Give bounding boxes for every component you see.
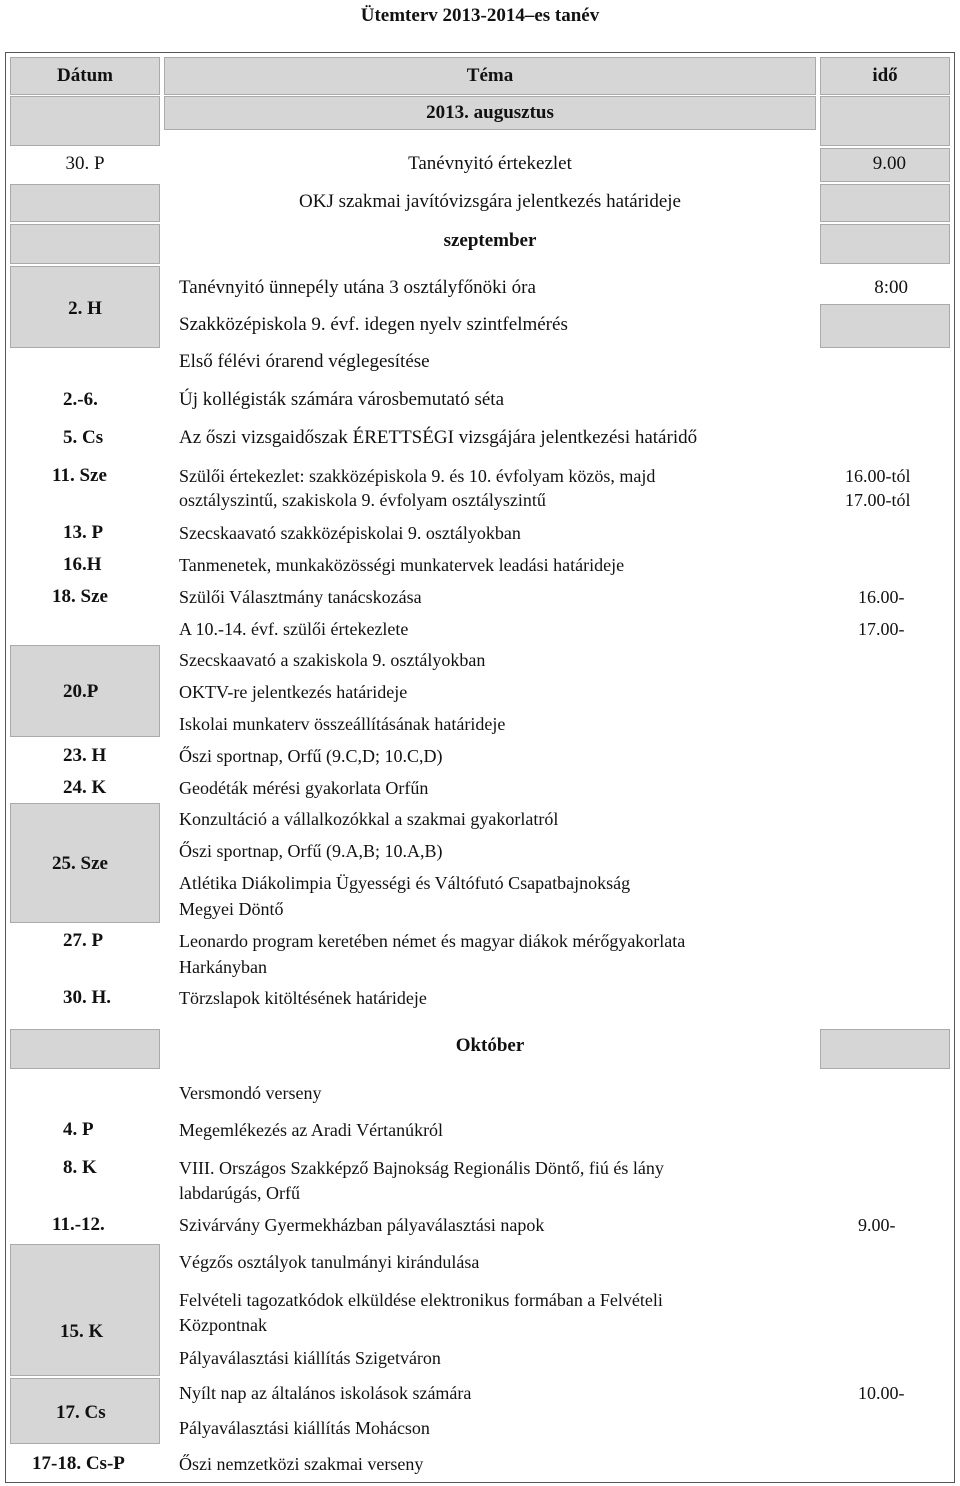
page-title: Ütemterv 2013-2014–es tanév	[360, 5, 600, 26]
event-versmondo-verseny: Versmondó verseny	[179, 1083, 322, 1103]
date-cell-empty	[10, 184, 160, 222]
date-cell	[10, 1244, 160, 1376]
date-sep-24: 24. K	[63, 777, 107, 798]
event-szakkepzo-bajnoksag-l1: VIII. Országos Szakképző Bajnokság Regionális Döntő, fiú és lány	[179, 1158, 664, 1178]
month-cell-right	[820, 1029, 950, 1069]
date-oct-17: 17. Cs	[56, 1402, 106, 1423]
date-oct-11-12: 11.-12.	[52, 1214, 105, 1235]
event-szecskaavato-szakiskola: Szecskaavató a szakiskola 9. osztályokban	[179, 650, 486, 670]
date-sep-30: 30. H.	[63, 987, 112, 1008]
date-sep-2-6: 2.-6.	[63, 389, 98, 410]
event-varosbemutato-seta: Új kollégisták számára városbemutató séta	[179, 389, 505, 410]
date-sep-20: 20.P	[63, 681, 99, 702]
event-konzultacio-vallalkozok: Konzultáció a vállalkozókkal a szakmai gyakorlatról	[179, 809, 559, 829]
date-sep-23: 23. H	[63, 745, 107, 766]
event-geodetak-meresi-gyakorlat: Geodéták mérési gyakorlata Orfűn	[179, 778, 429, 798]
date-sep-2: 2. H	[68, 298, 102, 319]
time-sep-2: 8:00	[874, 277, 908, 298]
event-szivarvany-palyavalasztas: Szivárvány Gyermekházban pályaválasztási napok	[179, 1215, 545, 1235]
time-aug-30: 9.00	[872, 153, 906, 174]
date-oct-17-18: 17-18. Cs-P	[32, 1453, 125, 1474]
event-vegzosok-kirandulas: Végzős osztályok tanulmányi kirándulása	[179, 1252, 480, 1272]
event-felveteli-tagozatkodok-l1: Felvételi tagozatkódok elküldése elektronikus formában a Felvételi	[179, 1290, 663, 1310]
date-oct-15: 15. K	[60, 1321, 104, 1342]
date-sep-25: 25. Sze	[52, 853, 108, 874]
event-szuloi-ertekezlet-10-14: A 10.-14. évf. szülői értekezlete	[179, 619, 409, 639]
time-sep-11-a: 16.00-tól	[845, 466, 911, 486]
event-oszi-sportnap-ab: Őszi sportnap, Orfű (9.A,B; 10.A,B)	[179, 841, 443, 861]
time-oct-17: 10.00-	[858, 1383, 905, 1403]
time-cell-empty	[820, 184, 950, 222]
event-atletika-diakolimpia-l1: Atlétika Diákolimpia Ügyességi és Váltófutó Csapatbajnokság	[179, 873, 631, 893]
header-datum: Dátum	[10, 57, 160, 95]
date-sep-18: 18. Sze	[52, 586, 108, 607]
time-sep-11-b: 17.00-tól	[845, 490, 911, 510]
month-cell-left	[10, 1029, 160, 1069]
event-kiallitas-mohacs: Pályaválasztási kiállítás Mohácson	[179, 1418, 430, 1438]
header-tema: Téma	[164, 57, 816, 95]
event-kiallitas-szigetvar: Pályaválasztási kiállítás Szigetváron	[179, 1348, 441, 1368]
event-felveteli-tagozatkodok-l2: Központnak	[179, 1315, 267, 1335]
month-cell-right	[820, 96, 950, 146]
month-cell-right	[820, 224, 950, 264]
date-sep-27: 27. P	[63, 930, 104, 951]
event-oszi-sportnap-cd: Őszi sportnap, Orfű (9.C,D; 10.C,D)	[179, 746, 443, 766]
date-sep-11: 11. Sze	[52, 465, 107, 486]
header-ido: idő	[820, 57, 950, 95]
month-cell-left	[10, 96, 160, 146]
event-torzslapok-kitoltes: Törzslapok kitöltésének határideje	[179, 988, 427, 1008]
event-okj-javitovizsga: OKJ szakmai javítóvizsgára jelentkezés határideje	[299, 191, 681, 212]
event-munkaterv-osszeallitas: Iskolai munkaterv összeállításának határideje	[179, 714, 506, 734]
event-szuloi-ertekezlet-l2: osztályszintű, szakiskola 9. évfolyam osztályszintű	[179, 490, 546, 510]
event-idegen-nyelv-szintfelmeres: Szakközépiskola 9. évf. idegen nyelv szintfelmérés	[179, 314, 568, 335]
event-leonardo-program-l2: Harkányban	[179, 957, 267, 977]
event-tanmenetek-leadas: Tanmenetek, munkaközösségi munkatervek leadási határideje	[179, 555, 625, 575]
event-tanevnyito-unnepely: Tanévnyitó ünnepély utána 3 osztályfőnöki óra	[179, 277, 536, 298]
date-sep-16: 16.H	[63, 554, 102, 575]
date-oct-4: 4. P	[63, 1119, 94, 1140]
event-aradi-vertanuk: Megemlékezés az Aradi Vértanúkról	[179, 1120, 444, 1140]
event-erettsegi-jelentkezes: Az őszi vizsgaidőszak ÉRETTSÉGI vizsgájára jelentkezési határidő	[179, 427, 698, 448]
event-szakkepzo-bajnoksag-l2: labdarúgás, Orfű	[179, 1183, 300, 1203]
month-september: szeptember	[443, 230, 537, 251]
month-cell-left	[10, 224, 160, 264]
event-leonardo-program-l1: Leonardo program keretében német és magyar diákok mérőgyakorlata	[179, 931, 686, 951]
date-oct-8: 8. K	[63, 1157, 97, 1178]
event-szuloi-valasztmany: Szülői Választmány tanácskozása	[179, 587, 422, 607]
month-october: Október	[455, 1035, 525, 1056]
time-sep-18-a: 16.00-	[858, 587, 905, 607]
event-orarend-veglegesites: Első félévi órarend véglegesítése	[179, 351, 430, 372]
date-aug-30: 30. P	[65, 153, 105, 174]
date-sep-13: 13. P	[63, 522, 104, 543]
event-nemzetkozi-verseny: Őszi nemzetközi szakmai verseny	[179, 1454, 424, 1474]
event-oktv-jelentkezes: OKTV-re jelentkezés határideje	[179, 682, 408, 702]
event-atletika-diakolimpia-l2: Megyei Döntő	[179, 899, 284, 919]
event-szecskaavato-szakkozep: Szecskaavató szakközépiskolai 9. osztályokban	[179, 523, 521, 543]
event-tanevnyito-ertekezlet: Tanévnyitó értekezlet	[408, 153, 572, 174]
event-szuloi-ertekezlet-l1: Szülői értekezlet: szakközépiskola 9. és 10. évfolyam közös, majd	[179, 466, 656, 486]
time-oct-11-12: 9.00-	[858, 1215, 896, 1235]
time-sep-18-b: 17.00-	[858, 619, 905, 639]
time-cell-empty	[820, 304, 950, 348]
event-nyilt-nap: Nyílt nap az általános iskolások számára	[179, 1383, 472, 1403]
month-august: 2013. augusztus	[164, 96, 816, 130]
date-sep-5: 5. Cs	[63, 427, 104, 448]
